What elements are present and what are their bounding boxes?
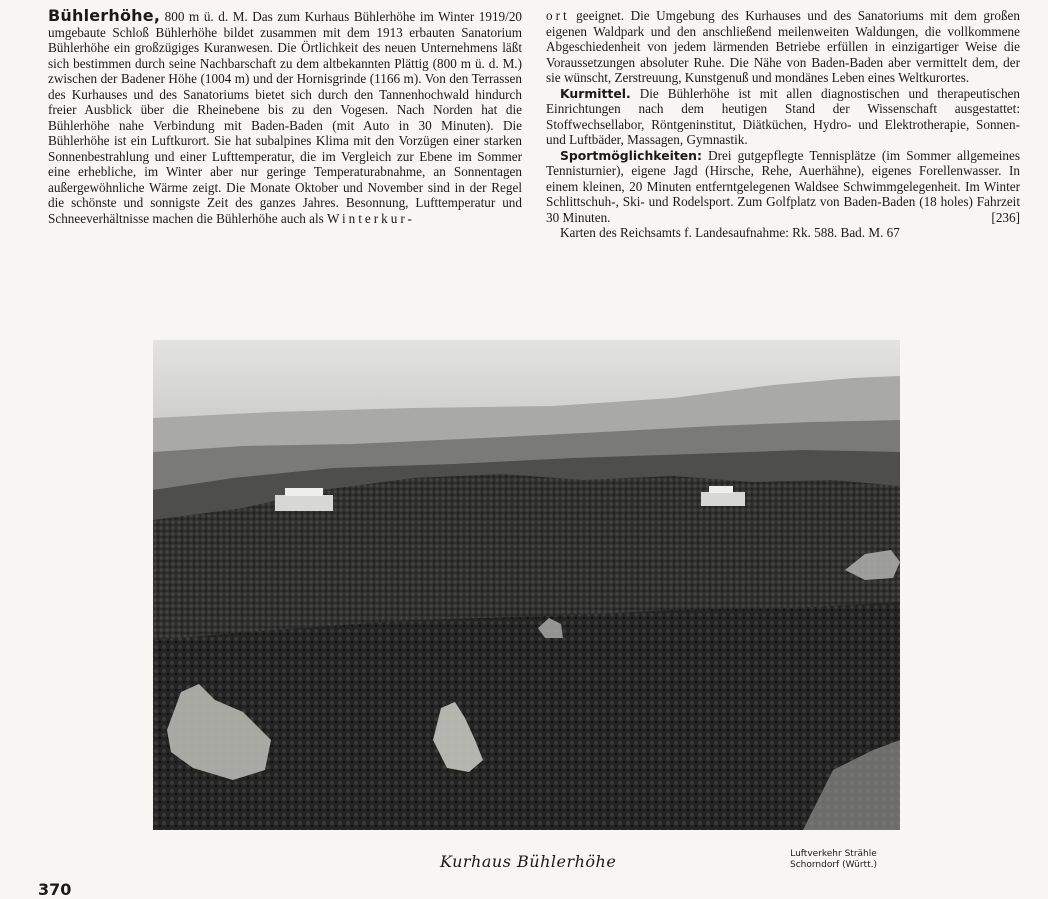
sport-body: Drei gutgepflegte Tennisplätze (im Sommer allgemeines Tennisturnier), eigene Jagd (Hirsche, Rehe, Auerhähne), eigenes Forellenwasser. In einem kleinen, 20 Minuten entferntgelegenen Waldsee Schwimmgelegenheit. Im Winter Schlittschuh-, Ski- und Rodelsport. Zum Golfplatz von Baden-Baden (18 holes) Fahrzeit 30 Minuten. [546,147,1021,225]
kurmittel-body: Die Bühlerhöhe ist mit allen diagnostischen und therapeutischen Einrichtungen nach dem heutigen Stand der Wissenschaft ausgestattet: Stoffwechsellabor, Röntgeninstitut, Diätküchen, Hydro- und Elektrotherapie, Sonnen- und Luftbäder, Massagen, Gymnastik. [546,85,1021,147]
page-number: 370 [38,880,72,899]
continuation-body: geeignet. Die Umgebung des Kurhauses und des Sanatoriums mit dem großen eigenen Waldpark und den anschließend meilenweiten Waldungen, die vollkommene Abgeschiedenheit von jedem lärmenden Betriebe erfüllen in einzigartiger Weise die Voraussetzungen absoluter Ruhe. Die Nähe von Baden-Baden aber vermittelt dem, der sie wünscht, Zerstreuung, Kunstgenuß und mondänes Leben eines Weltkurortes. [546,8,1020,85]
figure-caption: Kurhaus Bühlerhöhe [440,852,617,871]
aerial-photo-illustration [153,340,900,830]
kurmittel-label: Kurmittel. [560,85,631,101]
intro-paragraph [48,8,522,226]
continuation-paragraph [546,8,1020,86]
maps-reference: Karten des Reichsamts f. Landesaufnahme: Rk. 588. Bad. M. 67 [560,225,900,240]
right-text-column [546,8,1020,241]
continuation-lead-spaced: ort [546,8,570,23]
intro-body: 800 m ü. d. M. Das zum Kurhaus Bühlerhöhe im Winter 1919/20 umgebaute Schloß Bühlerhöhe bildet zusammen mit dem 1913 erbauten Sanatorium Bühlerhöhe ein großzügiges Kuranwesen. Die Örtlichkeit des neuen Unternehmens läßt sich bestimmen durch seine Nachbarschaft zu dem altbekannten Plättig (800 m ü. d. M.) zwischen der Badener Höhe (1004 m) und der Hornisgrinde (1166 m). Von den Terrassen des Kurhauses und des Sanatoriums bietet sich durch den Tannenhochwald hindurch freier Ausblick über die Rheinebene bis zu den Vogesen. Nach Norden hat die Bühlerhöhe nahe Verbindung mit Baden-Baden (mit Auto in 30 Minuten). Die Bühlerhöhe ist ein Luftkurort. Sie hat subalpines Klima mit den Vorzügen einer starken Sonnenbestrahlung und einer Lufttemperatur, die im Vergleich zur Ebene im Sommer eine erhebliche, im Winter aber nur geringe Temperaturabnahme, an Sonnentagen außergewöhnliche Wärme zeigt. Die Monate Oktober und November sind in der Regel die schönste und sonnigste Zeit des ganzes Jahres. Besonnung, Lufttemperatur und Schneeverhältnisse machen die Bühlerhöhe auch als [48,9,523,226]
photo-credit-line-1: Luftverkehr Strähle [790,849,877,859]
sport-label: Sportmöglichkeiten: [560,147,702,163]
photo-credit [790,849,877,871]
aerial-photo [153,340,900,830]
intro-tail-spaced: Winterkur- [327,210,415,226]
kurmittel-paragraph [546,86,1020,148]
left-text-column [48,8,522,226]
article-heading: Bühlerhöhe, [48,6,161,25]
forest-lower [153,602,900,830]
reference-number: [236] [991,209,1020,225]
sport-paragraph [546,148,1020,226]
photo-credit-line-2: Schorndorf (Württ.) [790,860,877,870]
